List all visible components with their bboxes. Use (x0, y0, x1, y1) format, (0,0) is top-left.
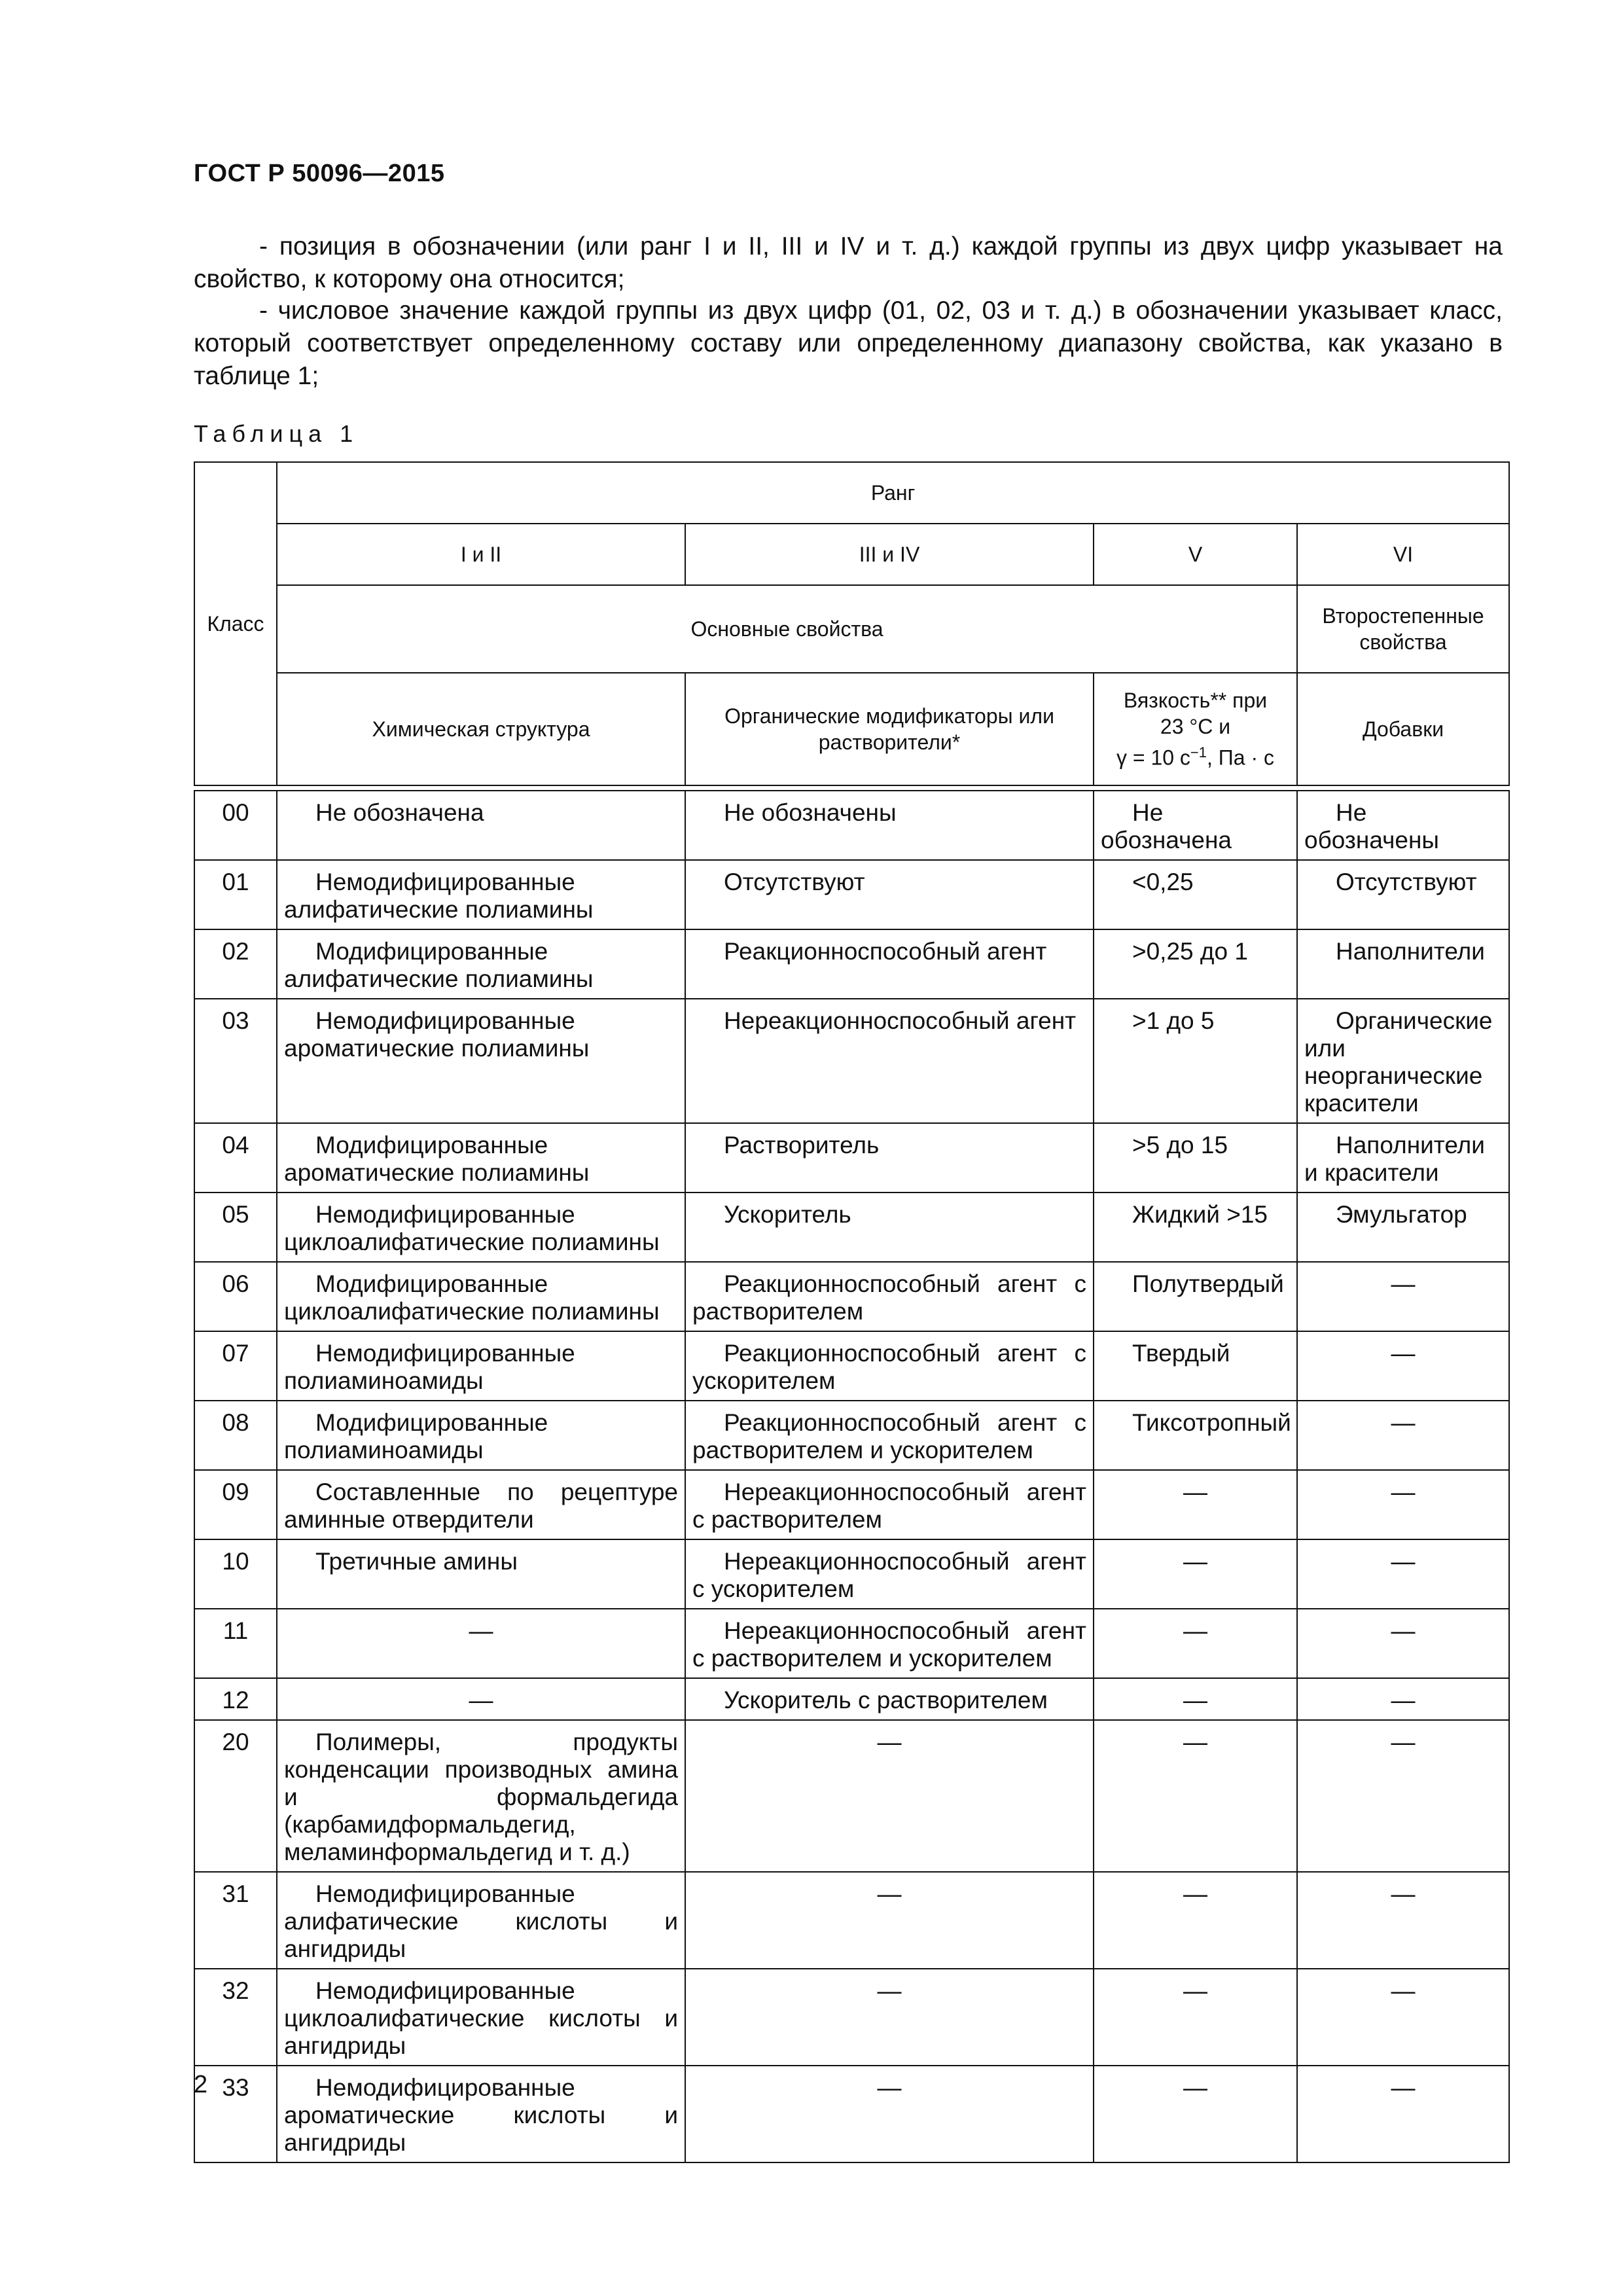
viscosity-cell: Твердый (1094, 1331, 1297, 1401)
paragraph-2 (194, 295, 1503, 393)
table-row (194, 1872, 1509, 1969)
additives-cell: Не обозначены (1297, 791, 1509, 860)
class-cell: 02 (194, 929, 277, 999)
page-number: 2 (194, 2071, 208, 2098)
header-class: Класс (194, 462, 277, 785)
paragraph-1 (194, 230, 1503, 296)
viscosity-line-3 (1101, 740, 1290, 771)
paragraph-1-text: - позиция в обозначении (или ранг I и II, III и IV и т. д.) каждой группы из двух цифр указывает на свойство, к которому она относится; (194, 232, 1503, 293)
class-cell: 11 (194, 1609, 277, 1678)
chemical-structure-cell: Немодифицированные полиаминоамиды (277, 1331, 685, 1401)
class-cell: 31 (194, 1872, 277, 1969)
chemical-structure-cell: Модифицированные циклоалифатические полиамины (277, 1262, 685, 1331)
chemical-structure-cell: — (277, 1609, 685, 1678)
additives-cell: — (1297, 1969, 1509, 2066)
table-row (194, 860, 1509, 929)
chemical-structure-cell: Модифицированные полиаминоамиды (277, 1401, 685, 1470)
additives-cell: Эмульгатор (1297, 1193, 1509, 1262)
organic-modifier-cell: — (685, 1720, 1094, 1872)
additives-cell: — (1297, 1401, 1509, 1470)
document-code: ГОСТ Р 50096—2015 (194, 160, 445, 187)
additives-cell: — (1297, 1539, 1509, 1609)
viscosity-cell: — (1094, 1720, 1297, 1872)
class-cell: 00 (194, 791, 277, 860)
header-main-properties: Основные свойства (277, 585, 1297, 673)
organic-modifier-cell: Реакционноспособный агент с растворителем (685, 1262, 1094, 1331)
table-row (194, 1539, 1509, 1609)
viscosity-cell: — (1094, 1470, 1297, 1539)
additives-cell: — (1297, 2066, 1509, 2162)
table-row (194, 1262, 1509, 1331)
class-cell: 20 (194, 1720, 277, 1872)
organic-modifier-cell: Ускоритель (685, 1193, 1094, 1262)
additives-cell: — (1297, 1609, 1509, 1678)
viscosity-cell: >1 до 5 (1094, 999, 1297, 1123)
additives-cell: — (1297, 1678, 1509, 1720)
class-cell: 05 (194, 1193, 277, 1262)
viscosity-cell: >5 до 15 (1094, 1123, 1297, 1193)
table-row (194, 1193, 1509, 1262)
header-body-separator (194, 785, 1509, 791)
header-rank-3-4: III и IV (685, 524, 1094, 585)
chemical-structure-cell: Не обозначена (277, 791, 685, 860)
chemical-structure-cell: Немодифицированные ароматические полиамины (277, 999, 685, 1123)
header-rank: Ранг (277, 462, 1509, 524)
header-chemical-structure: Химическая структура (277, 673, 685, 785)
chemical-structure-cell: Немодифицированные алифатические кислоты и ангидриды (277, 1872, 685, 1969)
chemical-structure-cell: Немодифицированные алифатические полиамины (277, 860, 685, 929)
additives-cell: — (1297, 1331, 1509, 1401)
additives-cell: — (1297, 1470, 1509, 1539)
viscosity-cell: — (1094, 1678, 1297, 1720)
organic-modifier-cell: Не обозначены (685, 791, 1094, 860)
header-rank-5: V (1094, 524, 1297, 585)
additives-cell: Отсутствуют (1297, 860, 1509, 929)
viscosity-cell: — (1094, 1969, 1297, 2066)
viscosity-cell: <0,25 (1094, 860, 1297, 929)
chemical-structure-cell: Немодифицированные циклоалифатические полиамины (277, 1193, 685, 1262)
viscosity-unit: , Па · с (1207, 745, 1275, 770)
chemical-structure-cell: Немодифицированные ароматические кислоты и ангидриды (277, 2066, 685, 2162)
additives-cell: Наполнители и красители (1297, 1123, 1509, 1193)
header-rank-1-2: I и II (277, 524, 685, 585)
class-cell: 10 (194, 1539, 277, 1609)
chemical-structure-cell: Третичные амины (277, 1539, 685, 1609)
additives-cell: — (1297, 1872, 1509, 1969)
organic-modifier-cell: Нереакционноспособный агент (685, 999, 1094, 1123)
class-cell: 07 (194, 1331, 277, 1401)
table-row (194, 1401, 1509, 1470)
viscosity-exponent: −1 (1190, 744, 1207, 761)
table-row (194, 1123, 1509, 1193)
viscosity-cell: — (1094, 1609, 1297, 1678)
paragraph-2-text: - числовое значение каждой группы из двух цифр (01, 02, 03 и т. д.) в обозначении указывает класс, который соответствует определенному составу или определенному диапазону свойства, как указано в таблице 1; (194, 296, 1503, 390)
viscosity-cell: — (1094, 2066, 1297, 2162)
viscosity-cell: >0,25 до 1 (1094, 929, 1297, 999)
viscosity-cell: Жидкий >15 (1094, 1193, 1297, 1262)
class-cell: 04 (194, 1123, 277, 1193)
classification-table (194, 461, 1510, 2163)
additives-cell: Наполнители (1297, 929, 1509, 999)
organic-modifier-cell: Реакционноспособный агент (685, 929, 1094, 999)
viscosity-cell: — (1094, 1872, 1297, 1969)
table-caption: Таблица 1 (194, 420, 359, 447)
class-cell: 08 (194, 1401, 277, 1470)
organic-modifier-cell: — (685, 2066, 1094, 2162)
organic-modifier-cell: — (685, 1969, 1094, 2066)
header-additives: Добавки (1297, 673, 1509, 785)
viscosity-gamma: γ = 10 с (1116, 745, 1190, 770)
class-cell: 12 (194, 1678, 277, 1720)
organic-modifier-cell: Ускоритель с растворителем (685, 1678, 1094, 1720)
viscosity-line-2: 23 °С и (1160, 715, 1231, 739)
header-rank-6: VI (1297, 524, 1509, 585)
header-organic-modifiers: Органические модификаторы или растворители* (685, 673, 1094, 785)
table-row (194, 929, 1509, 999)
table-row (194, 1678, 1509, 1720)
class-cell: 33 (194, 2066, 277, 2162)
viscosity-line-1: Вязкость** при (1123, 689, 1268, 713)
table-row (194, 1720, 1509, 1872)
header-secondary-properties: Второстепенные свойства (1297, 585, 1509, 673)
class-cell: 01 (194, 860, 277, 929)
table-row (194, 999, 1509, 1123)
organic-modifier-cell: Нереакционноспособный агент с растворителем (685, 1470, 1094, 1539)
chemical-structure-cell: — (277, 1678, 685, 1720)
organic-modifier-cell: — (685, 1872, 1094, 1969)
viscosity-cell: Тиксотропный (1094, 1401, 1297, 1470)
viscosity-cell: — (1094, 1539, 1297, 1609)
chemical-structure-cell: Немодифицированные циклоалифатические кислоты и ангидриды (277, 1969, 685, 2066)
table-body (194, 791, 1509, 2162)
additives-cell: Органические или неорганические красители (1297, 999, 1509, 1123)
class-cell: 09 (194, 1470, 277, 1539)
chemical-structure-cell: Составленные по рецептуре аминные отвердители (277, 1470, 685, 1539)
table-row (194, 1969, 1509, 2066)
additives-cell: — (1297, 1262, 1509, 1331)
class-cell: 06 (194, 1262, 277, 1331)
header-viscosity (1094, 673, 1297, 785)
table-row (194, 1609, 1509, 1678)
organic-modifier-cell: Отсутствуют (685, 860, 1094, 929)
class-cell: 32 (194, 1969, 277, 2066)
viscosity-cell: Полутвердый (1094, 1262, 1297, 1331)
viscosity-cell: Не обозначена (1094, 791, 1297, 860)
organic-modifier-cell: Нереакционноспособный агент с ускорителем (685, 1539, 1094, 1609)
organic-modifier-cell: Нереакционноспособный агент с растворителем и ускорителем (685, 1609, 1094, 1678)
organic-modifier-cell: Реакционноспособный агент с ускорителем (685, 1331, 1094, 1401)
class-cell: 03 (194, 999, 277, 1123)
additives-cell: — (1297, 1720, 1509, 1872)
table-row (194, 2066, 1509, 2162)
organic-modifier-cell: Растворитель (685, 1123, 1094, 1193)
chemical-structure-cell: Модифицированные алифатические полиамины (277, 929, 685, 999)
table-row (194, 1470, 1509, 1539)
table-row (194, 1331, 1509, 1401)
chemical-structure-cell: Полимеры, продукты конденсации производных амина и формальдегида (карбамидформальдегид, меламинформальдегид и т. д.) (277, 1720, 685, 1872)
organic-modifier-cell: Реакционноспособный агент с растворителем и ускорителем (685, 1401, 1094, 1470)
chemical-structure-cell: Модифицированные ароматические полиамины (277, 1123, 685, 1193)
table-row (194, 791, 1509, 860)
